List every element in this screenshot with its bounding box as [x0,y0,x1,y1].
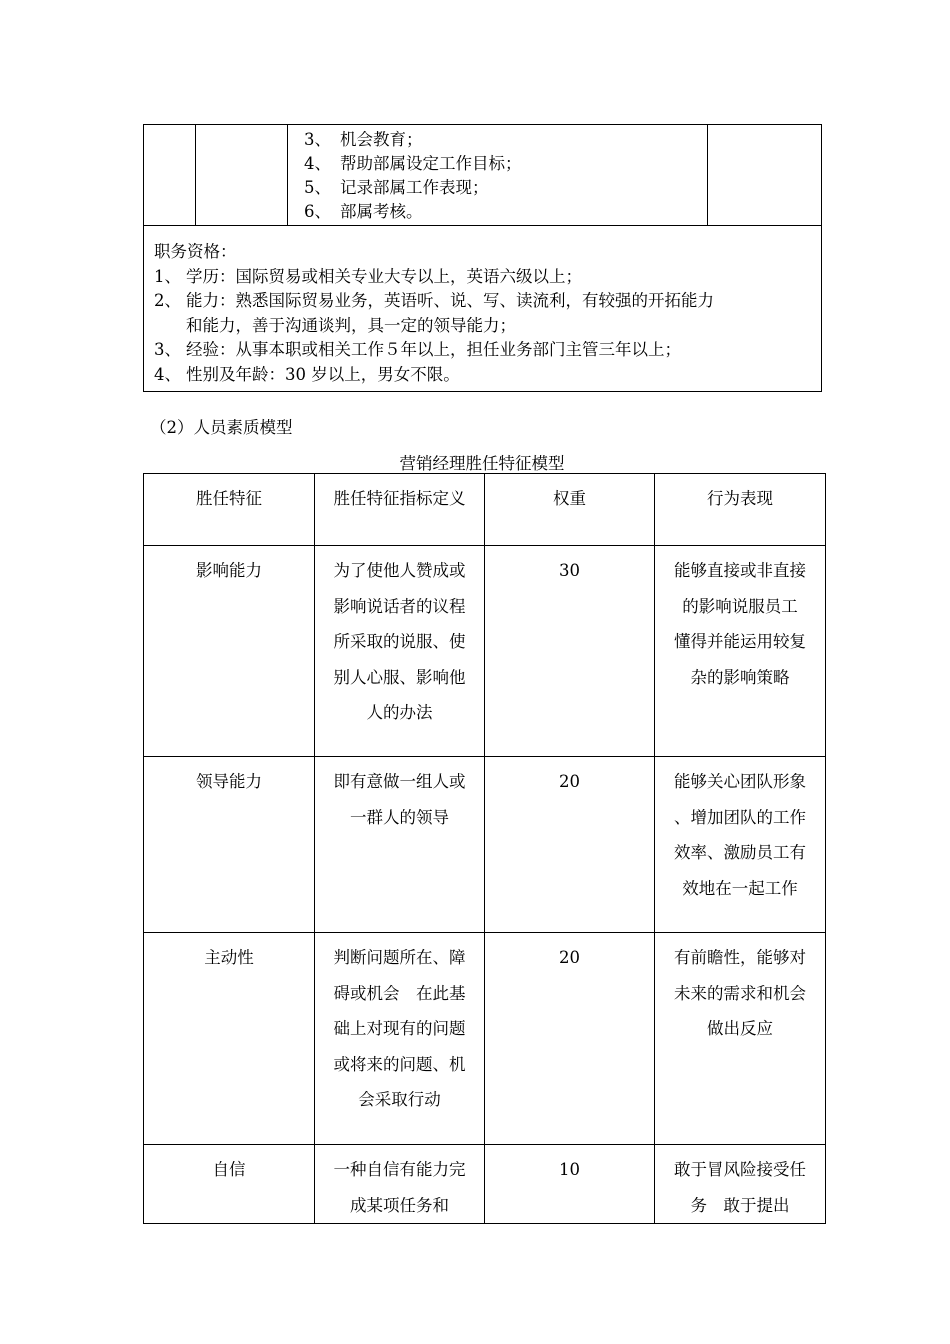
trait-cell: 领导能力 [144,757,315,933]
duty-item [304,176,707,200]
duties-row [144,125,822,226]
duty-item [304,128,707,152]
table-row [144,1145,826,1224]
duty-number: 6、 [304,202,331,221]
column-header: 权重 [485,474,655,546]
qualification-item [154,289,821,314]
empty-cell [196,125,288,226]
table-row [144,546,826,757]
weight-cell: 10 [485,1145,655,1224]
duty-text: 部属考核。 [340,202,423,221]
behavior-cell: 敢于冒风险接受任务 敢于提出 [655,1145,826,1224]
duty-item [304,200,707,224]
qualification-text-continued: 和能力，善于沟通谈判，具一定的领导能力； [186,315,516,335]
duty-item [304,152,707,176]
behavior-cell: 能够关心团队形象 、增加团队的工作效率、激励员工有效地在一起工作 [655,757,826,933]
qualification-item [154,338,821,363]
table-header-row [144,474,826,546]
empty-cell [144,125,196,226]
duties-cell [288,125,708,226]
empty-cell [708,125,822,226]
trait-cell: 自信 [144,1145,315,1224]
section-heading: （2）人员素质模型 [150,418,293,437]
behavior-cell: 有前瞻性，能够对未来的需求和机会做出反应 [655,933,826,1145]
definition-cell: 一种自信有能力完成某项任务和 [315,1145,485,1224]
qualification-item [154,363,821,388]
competency-model-table [143,473,826,1224]
duty-text: 记录部属工作表现； [340,178,489,197]
qualification-number: 2、 [154,291,181,310]
duty-number: 5、 [304,178,331,197]
column-header: 行为表现 [655,474,826,546]
duty-text: 机会教育； [340,130,423,149]
column-header: 胜任特征指标定义 [315,474,485,546]
trait-cell: 影响能力 [144,546,315,757]
qualification-number: 4、 [154,364,181,384]
qualification-number: 1、 [154,266,181,286]
qualification-text: 经验：从事本职或相关工作５年以上，担任业务部门主管三年以上； [186,340,681,359]
job-description-table [143,124,822,392]
duty-number: 3、 [304,130,331,149]
trait-cell: 主动性 [144,933,315,1145]
qualifications-title: 职务资格： [154,242,237,261]
definition-cell: 为了使他人赞成或影响说话者的议程所采取的说服、使别人心服、影响他人的办法 [315,546,485,757]
behavior-cell: 能够直接或非直接的影响说服员工 懂得并能运用较复杂的影响策略 [655,546,826,757]
qualification-text: 性别及年龄：30 岁以上，男女不限。 [186,364,460,384]
qualifications-cell [144,226,822,392]
table-row [144,757,826,933]
weight-cell: 20 [485,933,655,1145]
duty-number: 4、 [304,154,331,173]
qualification-item [154,265,821,290]
table-caption: 营销经理胜任特征模型 [399,454,565,473]
qualification-number: 3、 [154,340,181,359]
qualifications-row [144,226,822,392]
qualification-text: 学历：国际贸易或相关专业大专以上，英语六级以上； [186,266,582,286]
qualification-text: 能力：熟悉国际贸易业务，英语听、说、写、读流利，有较强的开拓能力 [186,291,714,310]
definition-cell: 即有意做一组人或一群人的领导 [315,757,485,933]
table-row [144,933,826,1145]
column-header: 胜任特征 [144,474,315,546]
weight-cell: 20 [485,757,655,933]
duty-text: 帮助部属设定工作目标； [340,154,522,173]
weight-cell: 30 [485,546,655,757]
definition-cell: 判断问题所在、障碍或机会 在此基础上对现有的问题或将来的问题、机会采取行动 [315,933,485,1145]
